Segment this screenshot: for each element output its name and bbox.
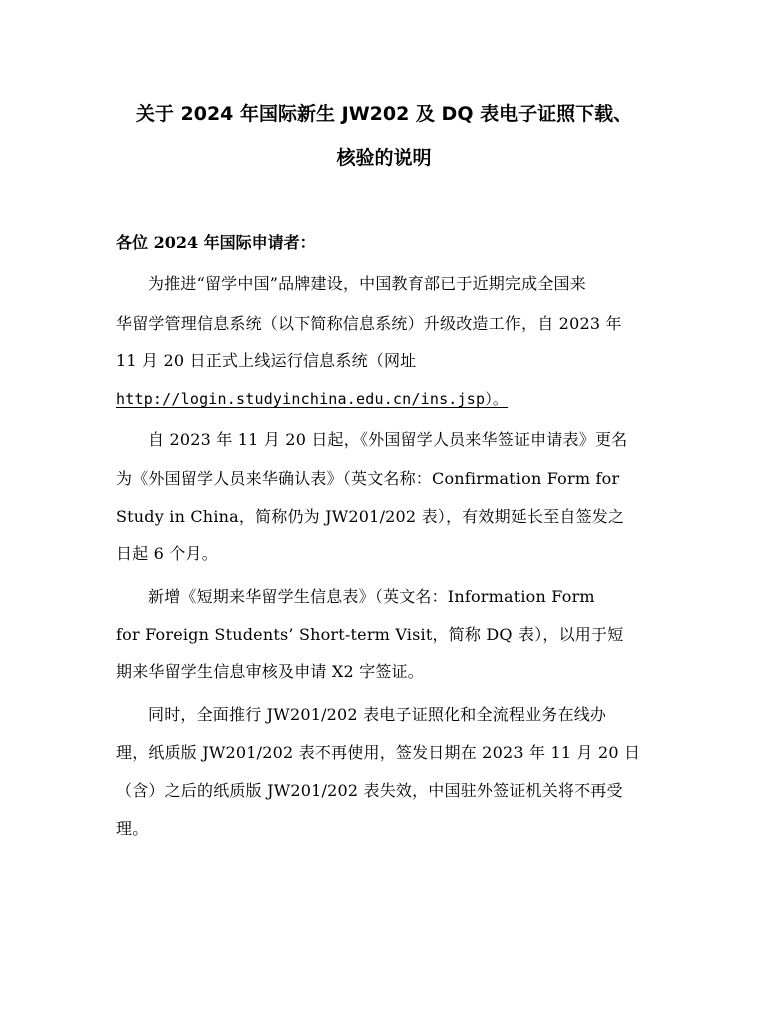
paragraph-4-line-4: 理。 <box>116 819 149 838</box>
paragraph-2-line-4: 日起 6 个月。 <box>116 544 218 563</box>
paragraph-3-line-2: for Foreign Students’ Short-term Visit，简称 DQ 表），以用于短 <box>116 625 624 644</box>
paragraph-3-line-3: 期来华留学生信息审核及申请 X2 字签证。 <box>116 662 424 681</box>
document-title-line-2: 核验的说明 <box>336 147 432 169</box>
paragraph-4-line-2: 理，纸质版 JW201/202 表不再使用，签发日期在 2023 年 11 月 20 日 <box>116 743 641 762</box>
paragraph-1-line-2: 华留学管理信息系统（以下简称信息系统）升级改造工作，自 2023 年 <box>116 314 622 333</box>
document-title-line-1: 关于 2024 年国际新生 JW202 及 DQ 表电子证照下载、 <box>135 103 633 125</box>
paragraph-1-line-3: 11 月 20 日正式上线运行信息系统（网址 <box>116 351 417 370</box>
paragraph-4-line-3: （含）之后的纸质版 JW201/202 表失效，中国驻外签证机关将不再受 <box>116 781 623 800</box>
paragraph-2-line-1: 自 2023 年 11 月 20 日起，《外国留学人员来华签证申请表》更名 <box>148 430 628 449</box>
paragraph-2-line-3: Study in China，简称仍为 JW201/202 表），有效期延长至自签发之 <box>116 507 625 526</box>
paragraph-1-line-1: 为推进“留学中国”品牌建设，中国教育部已于近期完成全国来 <box>148 274 586 293</box>
paragraph-4-line-1: 同时，全面推行 JW201/202 表电子证照化和全流程业务在线办 <box>148 705 607 724</box>
system-url-link[interactable]: http://login.studyinchina.edu.cn/ins.jsp）。 <box>116 390 509 408</box>
salutation: 各位 2024 年国际申请者： <box>116 233 316 252</box>
paragraph-2-line-2: 为《外国留学人员来华确认表》（英文名称：Confirmation Form for <box>116 469 620 488</box>
paragraph-3-line-1: 新增《短期来华留学生信息表》（英文名：Information Form <box>148 587 595 606</box>
